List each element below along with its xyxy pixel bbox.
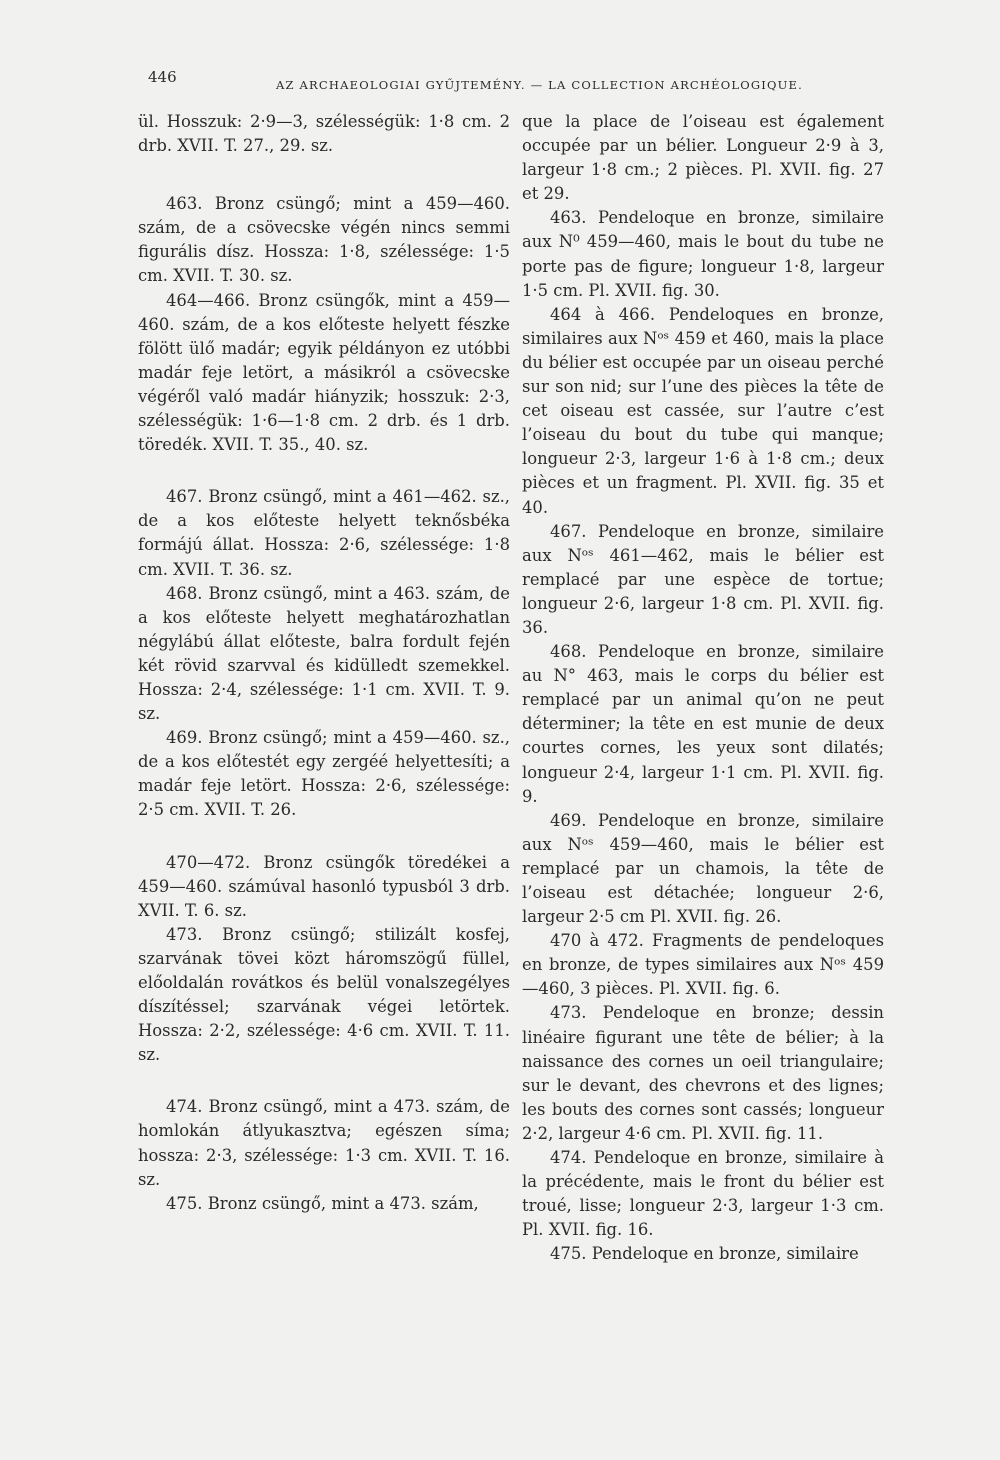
paragraph-464-466: 464—466. Bronz csüngők, mint a 459—460. szám, de a kos előteste helyett fészke fölött ülő madár; egyik példányon ez utóbbi madár feje letört, a másikról a csövecske végéről való madár hiányzik; hosszuk: 2·3, szélességük: 1·6—1·8 cm. 2 drb. és 1 drb. töredék. XVII. T. 35., 40. sz.: [138, 290, 510, 455]
paragraph-464-466: 464 à 466. Pendeloques en bronze, similaires aux Nᵒˢ 459 et 460, mais la place du bélier est occupée par un oiseau perché sur son nid; sur l’une des pièces la tête de cet oiseau est cassée, sur l’autre c’est l’oiseau du bout du tube qui manque; longueur 2·3, largeur 1·6 à 1·8 cm.; deux pièces et un fragment. Pl. XVII. fig. 35 et 40.: [522, 304, 884, 517]
paragraph-469: 469. Bronz csüngő; mint a 459—460. sz., de a kos előtestét egy zergéé helyettesíti; a madár feje letört. Hossza: 2·6, szélessége: 2·5 cm. XVII. T. 26.: [138, 728, 510, 820]
paragraph-continuation: ül. Hosszuk: 2·9—3, szélességük: 1·8 cm. 2 drb. XVII. T. 27., 29. sz.: [138, 112, 510, 156]
page-number: 446: [148, 68, 177, 86]
paragraph-468: 468. Bronz csüngő, mint a 463. szám, de a kos előteste helyett meghatározhatlan négylábú állat előteste, balra fordult fején két rövid szarvval és kidülledt szemekkel. Hossza: 2·4, szélessége: 1·1 cm. XVII. T. 9. sz.: [138, 583, 510, 724]
paragraph-continuation: que la place de l’oiseau est également occupée par un bélier. Longueur 2·9 à 3, largeur 1·8 cm.; 2 pièces. Pl. XVII. fig. 27 et 29.: [522, 112, 884, 204]
paragraph-469: 469. Pendeloque en bronze, similaire aux Nᵒˢ 459—460, mais le bélier est remplacé par un chamois, la tête de l’oiseau est détachée; longueur 2·6, largeur 2·5 cm Pl. XVII. fig. 26.: [522, 810, 884, 927]
paragraph-468: 468. Pendeloque en bronze, similaire au N° 463, mais le corps du bélier est remplacé par un animal qu’on ne peut déterminer; la tête en est munie de deux courtes cornes, les yeux sont dilatés; longueur 2·4, largeur 1·1 cm. Pl. XVII. fig. 9.: [522, 642, 884, 806]
paragraph-474: 474. Bronz csüngő, mint a 473. szám, de homlokán átlyukasztva; egészen síma; hossza: 2·3, szélessége: 1·3 cm. XVII. T. 16. sz.: [138, 1097, 510, 1189]
running-title: AZ ARCHAEOLOGIAI GYŰJTEMÉNY. — LA COLLECTION ARCHÉOLOGIQUE.: [276, 78, 803, 92]
paragraph-470-472: 470 à 472. Fragments de pendeloques en bronze, de types similaires aux Nᵒˢ 459—460, 3 pièces. Pl. XVII. fig. 6.: [522, 931, 884, 999]
hungarian-column: [138, 110, 510, 1216]
french-column: [522, 110, 884, 1267]
paragraph-474: 474. Pendeloque en bronze, similaire à la précédente, mais le front du bélier est troué, lisse; longueur 2·3, largeur 1·3 cm. Pl. XVII. fig. 16.: [522, 1148, 884, 1240]
paragraph-467: 467. Bronz csüngő, mint a 461—462. sz., de a kos előteste helyett teknősbéka formájú állat. Hossza: 2·6, szélessége: 1·8 cm. XVII. T. 36. sz.: [138, 487, 510, 579]
paragraph-475: 475. Bronz csüngő, mint a 473. szám,: [166, 1193, 479, 1213]
paragraph-467: 467. Pendeloque en bronze, similaire aux Nᵒˢ 461—462, mais le bélier est remplacé par une espèce de tortue; longueur 2·6, largeur 1·8 cm. Pl. XVII. fig. 36.: [522, 521, 884, 637]
paragraph-470-472: 470—472. Bronz csüngők töredékei a 459—460. számúval hasonló typusból 3 drb. XVII. T. 6. sz.: [138, 852, 510, 920]
paragraph-473: 473. Pendeloque en bronze; dessin linéaire figurant une tête de bélier; à la naissance des cornes un oeil triangulaire; sur le devant, des chevrons et des lignes; les bouts des cornes sont cassés; longueur 2·2, largeur 4·6 cm. Pl. XVII. fig. 11.: [522, 1003, 884, 1143]
page-header: [148, 68, 803, 94]
paragraph-473: 473. Bronz csüngő; stilizált kosfej, szarvának tövei közt háromszögű füllel, előoldalán rovátkos és belül vonalszegélyes díszítéssel; szarvának végei letörtek. Hossza: 2·2, szélessége: 4·6 cm. XVII. T. 11. sz.: [138, 924, 510, 1065]
paragraph-463: 463. Pendeloque en bronze, similaire aux N⁰ 459—460, mais le bout du tube ne porte pas de figure; longueur 1·8, largeur 1·5 cm. Pl. XVII. fig. 30.: [522, 208, 884, 300]
paragraph-463: 463. Bronz csüngő; mint a 459—460. szám, de a csövecske végén nincs semmi figurális dísz. Hossza: 1·8, szélessége: 1·5 cm. XVII. T. 30. sz.: [138, 194, 510, 286]
paragraph-475: 475. Pendeloque en bronze, similaire: [550, 1244, 859, 1264]
